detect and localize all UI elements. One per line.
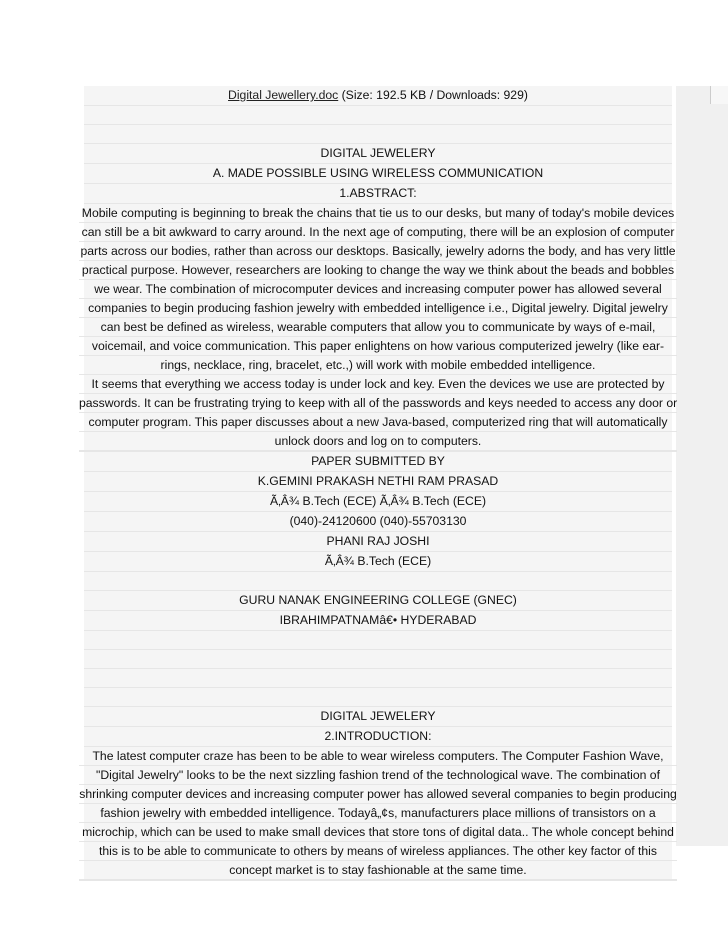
blank-row	[84, 106, 672, 125]
text-line: companies to begin producing fashion jewelry with embedded intelligence i.e., Digital jewelry. Digital jewelry	[79, 299, 677, 318]
text-line: microchip, which can be used to make small devices that store tons of digital data.. The whole concept behind	[79, 823, 677, 842]
text-line: parts across our bodies, rather than across our desktops. Basically, jewelry adorns the body, and has very little	[79, 242, 677, 261]
blank-row	[84, 125, 672, 144]
section-heading: 2.INTRODUCTION:	[84, 727, 672, 747]
text-line: shrinking computer devices and increasing computer power has allowed several companies to begin producing	[79, 785, 677, 804]
blank-row	[84, 572, 672, 591]
blank-row	[84, 669, 672, 688]
text-line: we wear. The combination of microcomputer devices and increasing computer power has allowed several	[79, 280, 677, 299]
text-line: fashion jewelry with embedded intelligence. Todayâ„¢s, manufacturers place millions of transistors on a	[79, 804, 677, 823]
text-line: practical purpose. However, researchers are looking to change the way we think about the beads and bobbles	[79, 261, 677, 280]
college-name: GURU NANAK ENGINEERING COLLEGE (GNEC)	[84, 591, 672, 611]
submitted-by: PAPER SUBMITTED BY	[84, 452, 672, 472]
introduction-paragraph	[79, 747, 677, 881]
attachment-row	[84, 86, 672, 106]
college-location: IBRAHIMPATNAMâ€• HYDERABAD	[84, 611, 672, 631]
blank-row	[84, 688, 672, 707]
abstract-paragraph	[79, 204, 677, 452]
document-body	[79, 86, 678, 881]
text-line: unlock doors and log on to computers.	[79, 432, 677, 451]
text-line: this is to be able to communicate to others by means of wireless appliances. The other key factor of this	[79, 842, 677, 861]
blank-row	[84, 650, 672, 669]
text-line: It seems that everything we access today is under lock and key. Even the devices we use are protected by	[79, 375, 677, 394]
author-name: PHANI RAJ JOSHI	[84, 532, 672, 552]
section-subtitle: A. MADE POSSIBLE USING WIRELESS COMMUNICATION	[84, 164, 672, 184]
sidebar-tab	[710, 86, 728, 104]
attachment-meta: (Size: 192.5 KB / Downloads: 929)	[341, 88, 528, 102]
text-line: concept market is to stay fashionable at the same time.	[79, 861, 677, 880]
section-title: DIGITAL JEWELERY	[84, 707, 672, 727]
text-line: rings, necklace, ring, bracelet, etc.,) will work with mobile embedded intelligence.	[79, 356, 677, 375]
text-line: "Digital Jewelry" looks to be the next sizzling fashion trend of the technological wave. The combination of	[79, 766, 677, 785]
section-title: DIGITAL JEWELERY	[84, 144, 672, 164]
text-line: The latest computer craze has been to be able to wear wireless computers. The Computer Fashion Wave,	[79, 747, 677, 766]
text-line: passwords. It can be frustrating trying to keep with all of the passwords and keys needed to access any door or	[79, 394, 677, 413]
text-line: can still be a bit awkward to carry around. In the next age of computing, there will be an explosion of computer	[79, 223, 677, 242]
right-sidebar	[676, 86, 728, 846]
author-names: K.GEMINI PRAKASH NETHI RAM PRASAD	[84, 472, 672, 492]
text-line: can best be defined as wireless, wearable computers that allow you to communicate by ways of e-mail,	[79, 318, 677, 337]
author-phones: (040)-24120600 (040)-55703130	[84, 512, 672, 532]
blank-row	[84, 631, 672, 650]
text-line: computer program. This paper discusses about a new Java-based, computerized ring that will automatically	[79, 413, 677, 432]
text-line: voicemail, and voice communication. This paper enlightens on how various computerized jewelry (like ear-	[79, 337, 677, 356]
author-degree: Ã‚Â¾ B.Tech (ECE)	[84, 552, 672, 572]
attachment-link[interactable]: Digital Jewellery.doc	[228, 88, 339, 102]
section-heading: 1.ABSTRACT:	[84, 184, 672, 204]
text-line: Mobile computing is beginning to break the chains that tie us to our desks, but many of today's mobile devices	[79, 204, 677, 223]
author-degrees: Ã‚Â¾ B.Tech (ECE) Ã‚Â¾ B.Tech (ECE)	[84, 492, 672, 512]
